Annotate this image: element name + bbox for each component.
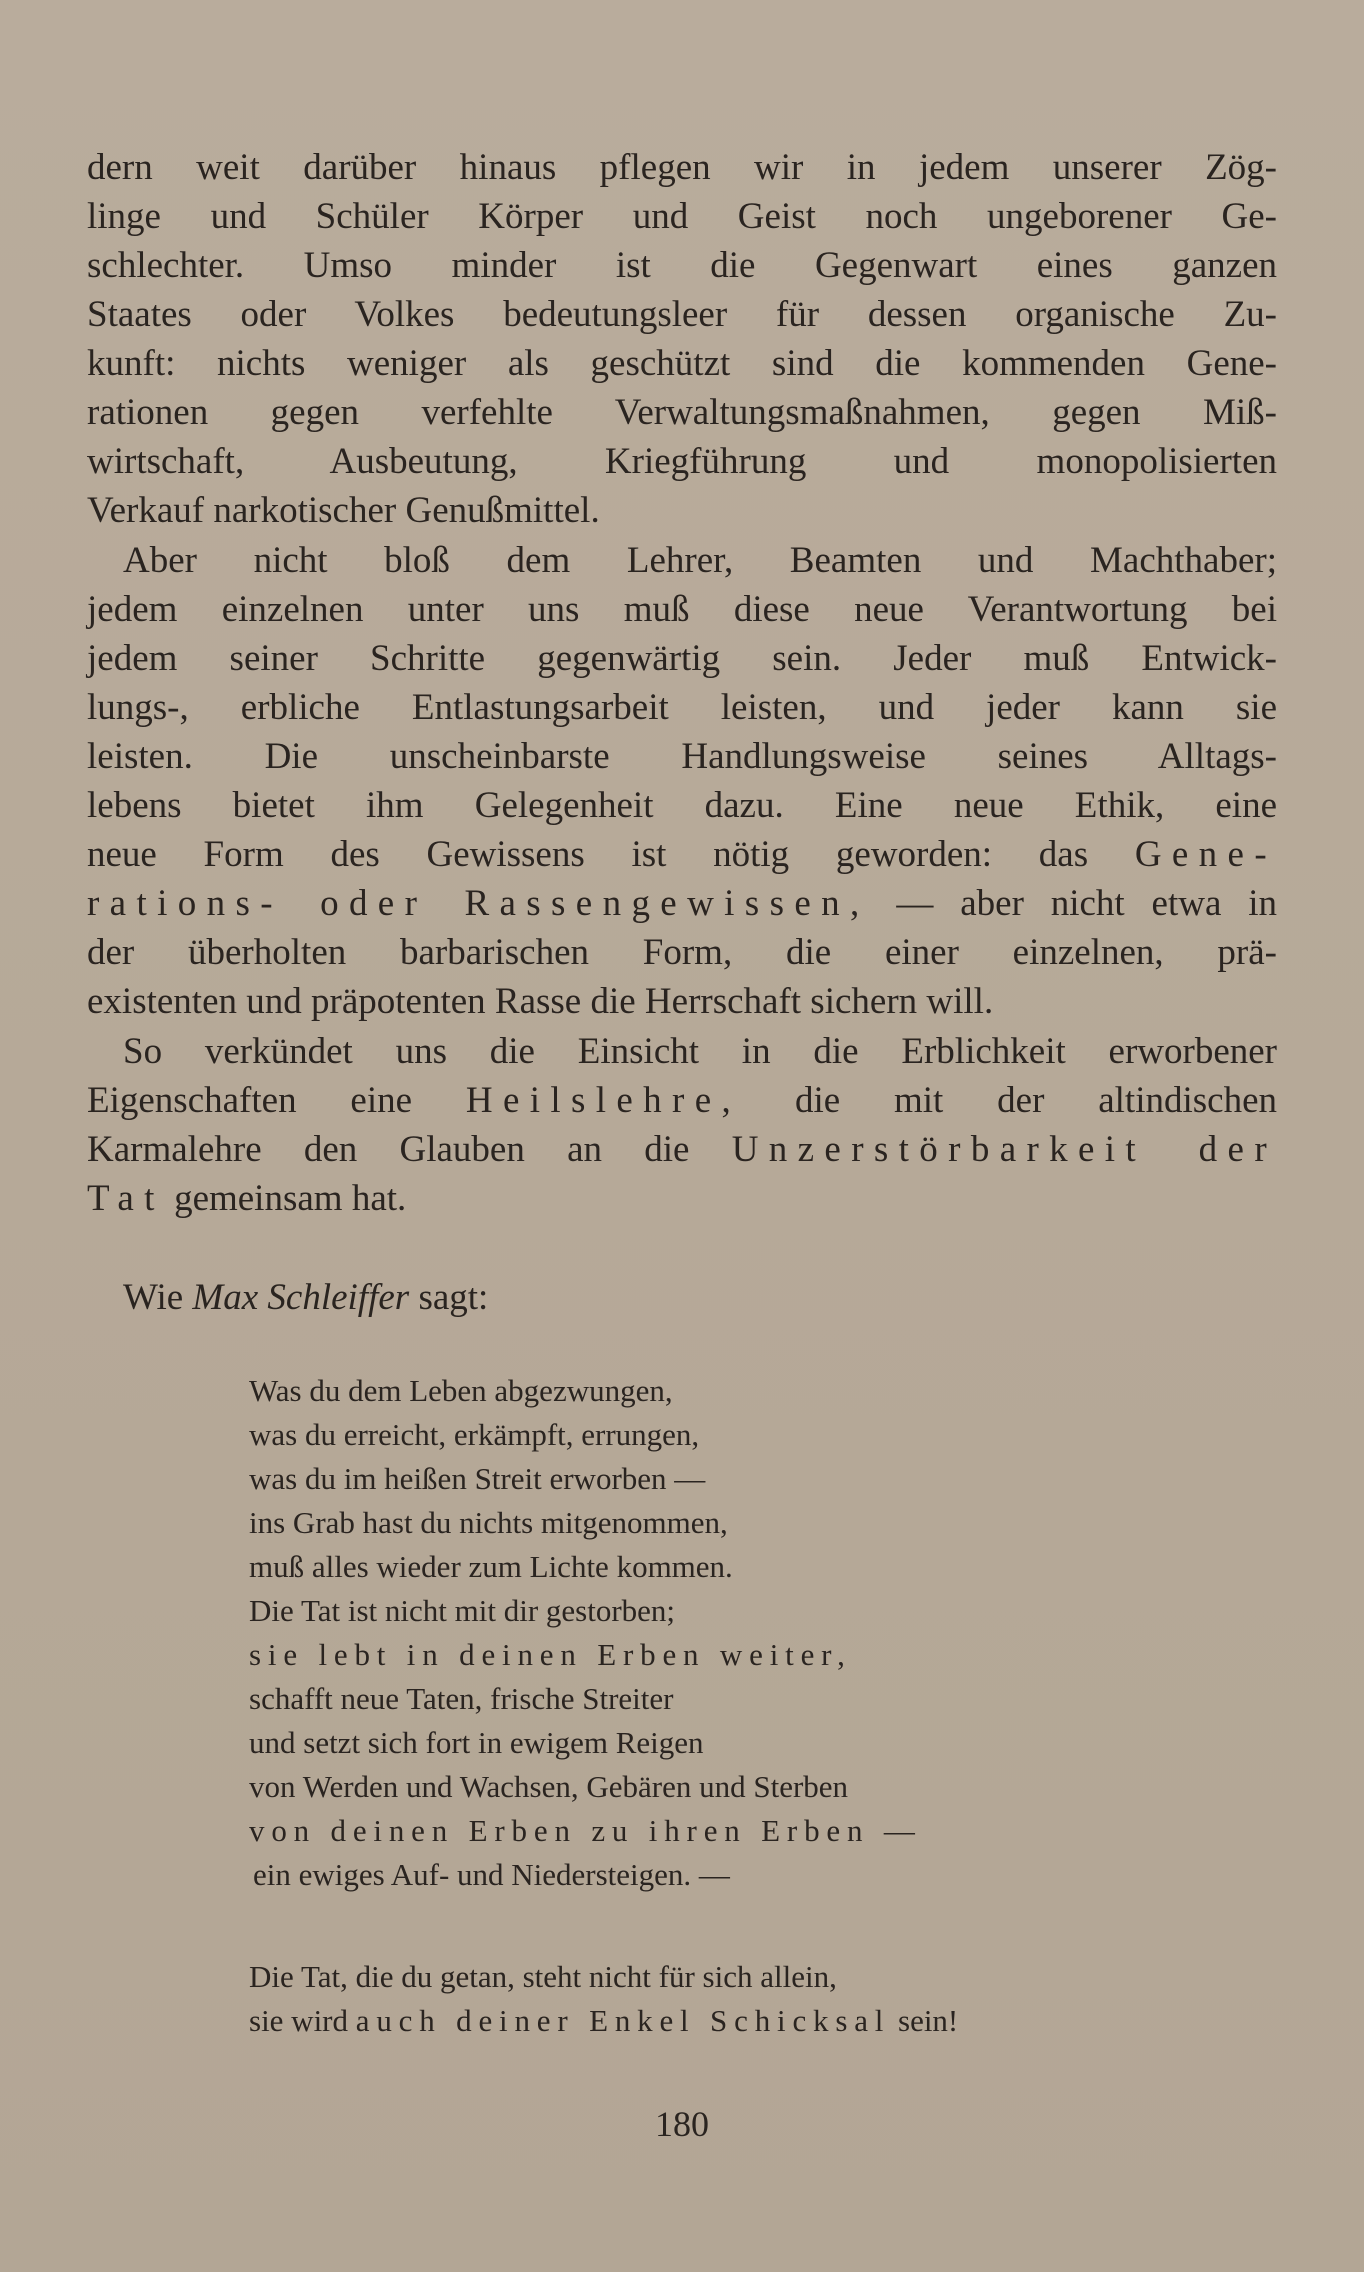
paragraph-3-line-1: So verkündet uns die Einsicht in die Erblichkeit erworbener [123, 1031, 1277, 1072]
line-8-text: — aber nicht etwa in [896, 883, 1277, 924]
paragraph-1-line-2: linge und Schüler Körper und Geist noch ungeborener Ge- [87, 196, 1277, 237]
couplet-text: sein! [898, 2003, 959, 2038]
paragraph-2-line-10: existenten und präpotenten Rasse die Herrschaft sichern will. [87, 981, 994, 1022]
spaced-word-rassengewissen: rations- oder Rassengewissen, [87, 883, 870, 924]
paragraph-2-line-9: der überholten barbarischen Form, die einer einzelnen, prä- [87, 932, 1277, 973]
line-text: die mit der altindischen [794, 1080, 1277, 1121]
verse-line-2: was du erreicht, erkämpft, errungen, [249, 1417, 700, 1452]
verse-line-1: Was du dem Leben abgezwungen, [249, 1373, 673, 1408]
spaced-word-tat: Tat [87, 1178, 165, 1219]
paragraph-3-line-3 [87, 1126, 1277, 1174]
paragraph-1-line-5: kunft: nichts weniger als geschützt sind die kommenden Gene- [87, 343, 1277, 384]
verse-line-12: ein ewiges Auf- und Niedersteigen. — [253, 1857, 730, 1892]
quote-intro [87, 1274, 1277, 1322]
paragraph-2-line-5: leisten. Die unscheinbarste Handlungsweise seines Alltags- [87, 736, 1277, 777]
couplet-text: sie wird [249, 2003, 349, 2038]
verse-line-7: sie lebt in deinen Erben weiter, [249, 1637, 852, 1672]
couplet-line-2 [249, 2000, 958, 2042]
verse-line-11: von deinen Erben zu ihren Erben — [249, 1813, 922, 1848]
paragraph-3-line-2 [87, 1077, 1277, 1125]
line-text: gemeinsam hat. [174, 1178, 407, 1219]
verse-line-5: muß alles wieder zum Lichte kommen. [249, 1549, 733, 1584]
paragraph-1-line-6: rationen gegen verfehlte Verwaltungsmaßnahmen, gegen Miß- [87, 392, 1277, 433]
verse-line-8: schafft neue Taten, frische Streiter [249, 1681, 674, 1716]
quote-author: Max Schleiffer [192, 1277, 410, 1318]
quote-intro-suffix: sagt: [418, 1277, 489, 1318]
paragraph-3-line-4 [87, 1175, 1277, 1223]
spaced-word-heilslehre: Heilslehre, [465, 1080, 742, 1121]
paragraph-2-line-1: Aber nicht bloß dem Lehrer, Beamten und Machthaber; [123, 540, 1277, 581]
paragraph-1-line-8: Verkauf narkotischer Genußmittel. [87, 490, 600, 531]
couplet-line-1: Die Tat, die du getan, steht nicht für sich allein, [249, 1959, 837, 1994]
spaced-word-unzerstoerbarkeit: Unzerstörbarkeit der [731, 1129, 1277, 1170]
line-text: Karmalehre den Glauben an die [87, 1129, 690, 1170]
quote-intro-prefix: Wie [123, 1277, 184, 1318]
paragraph-2-line-2: jedem einzelnen unter uns muß diese neue Verantwortung bei [87, 589, 1277, 630]
paragraph-1-line-4: Staates oder Volkes bedeutungsleer für dessen organische Zu- [87, 294, 1277, 335]
paragraph-2-line-4: lungs-, erbliche Entlastungsarbeit leisten, und jeder kann sie [87, 687, 1277, 728]
line-7-text: neue Form des Gewissens ist nötig geworden: das [87, 834, 1089, 875]
paragraph-2-line-7 [87, 831, 1277, 879]
paragraph-2-line-8 [87, 880, 1277, 928]
verse-line-3: was du im heißen Streit erworben — [249, 1461, 706, 1496]
verse-line-6: Die Tat ist nicht mit dir gestorben; [249, 1593, 676, 1628]
paragraph-1-line-3: schlechter. Umso minder ist die Gegenwart eines ganzen [87, 245, 1277, 286]
line-text: Eigenschaften eine [87, 1080, 413, 1121]
paragraph-2-line-3: jedem seiner Schritte gegenwärtig sein. Jeder muß Entwick- [87, 638, 1277, 679]
verse-line-10: von Werden und Wachsen, Gebären und Sterben [249, 1769, 849, 1804]
page-number: 180 [655, 2104, 709, 2144]
spaced-phrase-enkel-schicksal: auch deiner Enkel Schicksal [355, 2003, 891, 2038]
verse-line-4: ins Grab hast du nichts mitgenommen, [249, 1505, 728, 1540]
paragraph-1-line-1: dern weit darüber hinaus pflegen wir in jedem unserer Zög- [87, 147, 1277, 188]
paragraph-2-line-6: lebens bietet ihm Gelegenheit dazu. Eine neue Ethik, eine [87, 785, 1277, 826]
verse-line-9: und setzt sich fort in ewigem Reigen [249, 1725, 704, 1760]
paragraph-1-line-7: wirtschaft, Ausbeutung, Kriegführung und monopolisierten [87, 441, 1277, 482]
spaced-word-generationsgewissen-part1: Gene- [1134, 834, 1277, 875]
